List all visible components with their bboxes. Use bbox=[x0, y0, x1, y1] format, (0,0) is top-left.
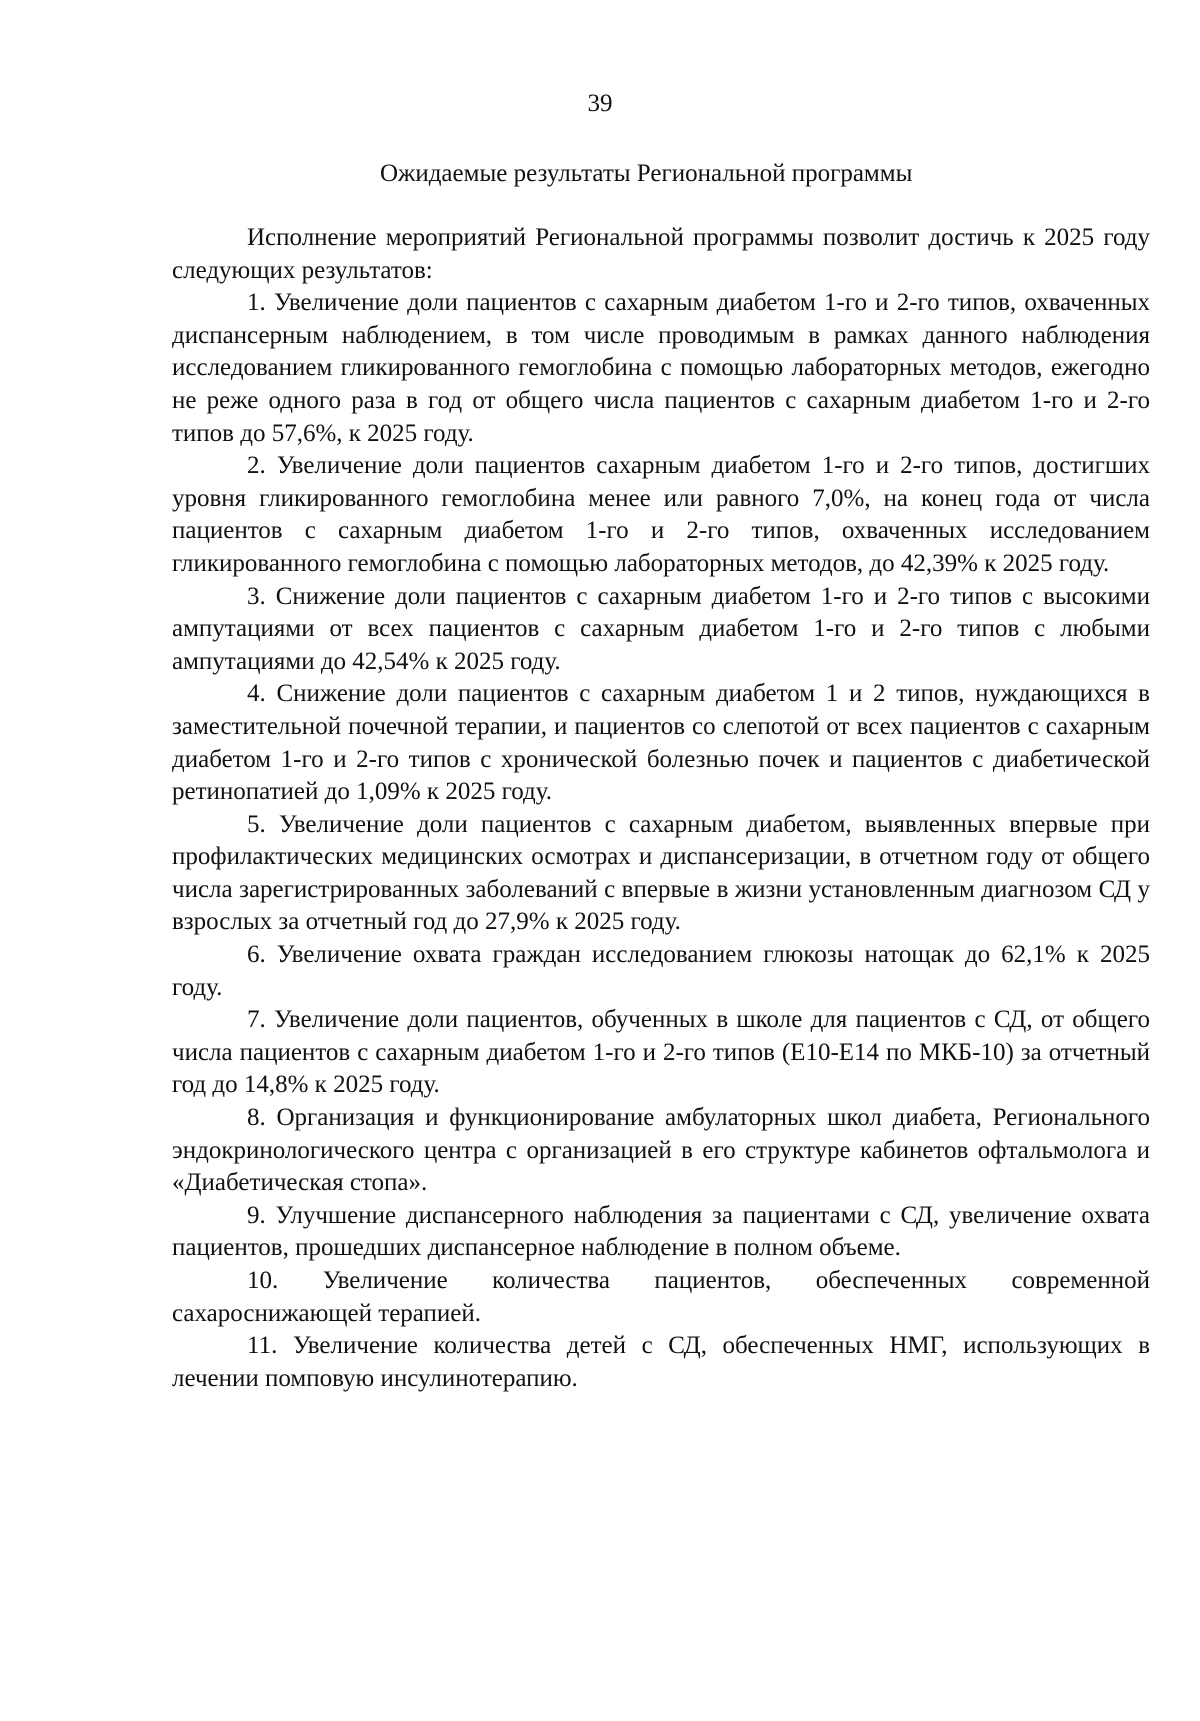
intro-paragraph: Исполнение мероприятий Региональной программы позволит достичь к 2025 году следующих результатов: bbox=[172, 224, 1150, 284]
result-item-6: 6. Увеличение охвата граждан исследованием глюкозы натощак до 62,1% к 2025 году. bbox=[172, 941, 1150, 1001]
result-item-10: 10. Увеличение количества пациентов, обеспеченных современной сахароснижающей терапией. bbox=[172, 1267, 1150, 1327]
result-item-4: 4. Снижение доли пациентов с сахарным диабетом 1 и 2 типов, нуждающихся в заместительной почечной терапии, и пациентов со слепотой от всех пациентов с сахарным диабетом 1-го и 2-го типов с хронической болезнью почек и пациентов с диабетической ретинопатией до 1,09% к 2025 году. bbox=[172, 680, 1150, 806]
result-item-11: 11. Увеличение количества детей с СД, обеспеченных НМГ, использующих в лечении помповую инсулинотерапию. bbox=[172, 1332, 1150, 1392]
page-number: 39 bbox=[587, 90, 613, 117]
result-item-3: 3. Снижение доли пациентов с сахарным диабетом 1-го и 2-го типов с высокими ампутациями от всех пациентов с сахарным диабетом 1-го и 2-го типов с любыми ампутациями до 42,54% к 2025 году. bbox=[172, 582, 1150, 675]
document-body bbox=[172, 222, 1150, 1395]
result-item-7: 7. Увеличение доли пациентов, обученных в школе для пациентов с СД, от общего числа пациентов с сахарным диабетом 1-го и 2-го типов (Е10-Е14 по МКБ-10) за отчетный год до 14,8% к 2025 году. bbox=[172, 1006, 1150, 1099]
section-heading: Ожидаемые результаты Региональной программы bbox=[380, 160, 913, 187]
result-item-9: 9. Улучшение диспансерного наблюдения за пациентами с СД, увеличение охвата пациентов, прошедших диспансерное наблюдение в полном объеме. bbox=[172, 1201, 1150, 1262]
result-item-1: 1. Увеличение доли пациентов с сахарным диабетом 1-го и 2-го типов, охваченных диспансерным наблюдением, в том числе проводимым в рамках данного наблюдения исследованием гликированного гемоглобина с помощью лабораторных методов, ежегодно не реже одного раза в год от общего числа пациентов с сахарным диабетом 1-го и 2-го типов до 57,6%, к 2025 году. bbox=[172, 289, 1150, 447]
result-item-5: 5. Увеличение доли пациентов с сахарным диабетом, выявленных впервые при профилактических медицинских осмотрах и диспансеризации, в отчетном году от общего числа зарегистрированных заболеваний с впервые в жизни установленным диагнозом СД у взрослых за отчетный год до 27,9% к 2025 году. bbox=[172, 810, 1150, 936]
result-item-8: 8. Организация и функционирование амбулаторных школ диабета, Регионального эндокринологического центра с организацией в его структуре кабинетов офтальмолога и «Диабетическая стопа». bbox=[172, 1104, 1150, 1197]
result-item-2: 2. Увеличение доли пациентов сахарным диабетом 1-го и 2-го типов, достигших уровня гликированного гемоглобина менее или равного 7,0%, на конец года от числа пациентов с сахарным диабетом 1-го и 2-го типов, охваченных исследованием гликированного гемоглобина с помощью лабораторных методов, до 42,39% к 2025 году. bbox=[172, 452, 1150, 577]
